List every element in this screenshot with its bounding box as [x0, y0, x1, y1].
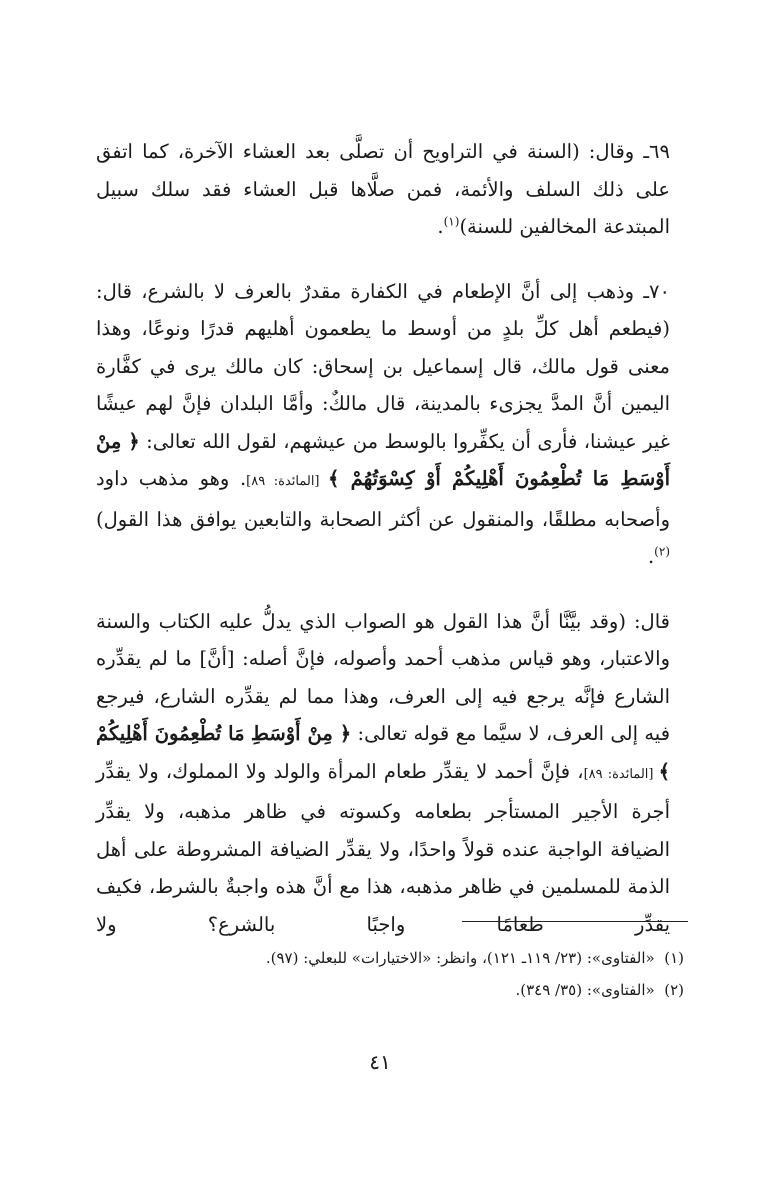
footnote-number: (١): [664, 949, 684, 967]
line-text: مع أنَّ هذه واجبةٌ بالشرط، فكيف يقدِّر طعامًا واجبًا بالشرع؟ ولا: [96, 875, 670, 936]
paragraph: [96, 273, 670, 576]
line-text: مذهب داود وأصحابه مطلقًا، والمنقول عن أكثر الصحابة والتابعين: [96, 467, 671, 531]
line-text: ظاهر مذهبه، ولا يقدِّر الضيافة الواجبة عنده قولاً واحدًا، ولا يقدِّر: [96, 800, 670, 861]
line-text: يوافق هذا القول): [96, 507, 237, 531]
line-text: ولا المملوك، ولا يقدِّر أجرة الأجير المستأجر بطعامه وكسوته في: [96, 759, 670, 823]
line-text: قال: (وقد بيَّنَّا أنَّ هذا القول هو الصواب الذي يدلُّ عليه الكتاب: [158, 609, 670, 633]
footnote-number: (٢): [664, 981, 684, 999]
body-text: [96, 133, 670, 943]
page-number: ٤١: [369, 1050, 391, 1074]
footnote-separator: [462, 921, 688, 922]
line-text-continued: .: [437, 215, 444, 238]
line-text-continued: . وهو: [199, 467, 247, 490]
footnote: [96, 974, 684, 1006]
line-text: الضيافة المشروطة على أهل الذمة للمسلمين في ظاهر مذهبه، هذا: [96, 837, 670, 898]
text-line: [159, 610, 670, 633]
line-text: ٦٩ـ وقال: (السنة في التراويح أن تصلَّى بعد العشاء الآخرة، كما: [142, 140, 670, 163]
line-text: سبيل المبتدعة المخالفين للسنة): [96, 177, 670, 238]
quran-verse: مَا تُطْعِمُونَ أَهْلِيكُمْ ﴾: [96, 722, 670, 783]
line-text: الشارع، فيرجع فيه إلى العرف، لا سيَّما مع قوله تعالى:: [96, 684, 671, 745]
line-text: لهم عيشًا غير عيشنا، فأرى أن يكفِّروا بالوسط من عيشهم، لقول الله: [96, 392, 670, 453]
verse-reference: [المائدة: ٨٩]: [246, 474, 329, 489]
footnote-text: «الفتاوى»: (٣٥/ ٣٤٩).: [515, 981, 655, 999]
text-line: [141, 280, 670, 303]
footnote-marker: (١): [443, 214, 460, 229]
paragraph: [96, 603, 670, 944]
quran-verse: ﴿ مِنْ أَوْسَطِ: [250, 722, 352, 745]
line-text-continued: .: [647, 545, 655, 568]
line-text: تعالى:: [139, 429, 196, 453]
quran-verse: ﴿ مِنْ أَوْسَطِ مَا تُطْعِمُونَ أَهْلِيكُمْ أَوْ كِسْوَتُهُمْ ﴾: [96, 429, 671, 490]
line-text: والسنة والاعتبار، وهو قياس مذهب أحمد وأصوله، فإنَّ أصله: [أنَّ] ما: [96, 609, 670, 670]
footnote: [96, 942, 684, 974]
verse-reference: [المائدة: ٨٩]: [583, 766, 659, 782]
paragraph: [96, 133, 670, 246]
text-line: [142, 140, 670, 163]
line-text: وهذا معنى قول مالك، قال إسماعيل بن إسحاق: كان مالك يرى في: [96, 317, 670, 378]
footnotes: [96, 942, 684, 1006]
line-text: قال: (فيطعم أهل كلِّ بلدٍ من أوسط ما يطعمون أهليهم قدرًا ونوعًا،: [96, 279, 670, 340]
line-text: اتفق على ذلك السلف والأئمة، فمن صلَّاها قبل العشاء فقد سلك: [96, 140, 670, 201]
footnote-marker: (٢): [654, 544, 670, 559]
line-text: ٧٠ـ وذهب إلى أنَّ الإطعام في الكفارة مقدرٌ بالعرف لا بالشرع،: [141, 279, 670, 303]
line-text: كفَّارة اليمين أنَّ المدَّ يجزىء بالمدينة، قال مالكٌ: وأمَّا البلدان فإنَّ: [96, 354, 671, 415]
footnote-text: «الفتاوى»: (٢٣/ ١١٩ـ ١٢١)، وانظر: «الاختيارات» للبعلي: (٩٧).: [265, 949, 655, 967]
line-text-continued: ، فإنَّ أحمد لا يقدِّر طعام المرأة والولد: [273, 759, 584, 783]
line-text: لم يقدِّره الشارع فإنَّه يرجع فيه إلى العرف، وهذا مما لم يقدِّره: [96, 647, 670, 708]
